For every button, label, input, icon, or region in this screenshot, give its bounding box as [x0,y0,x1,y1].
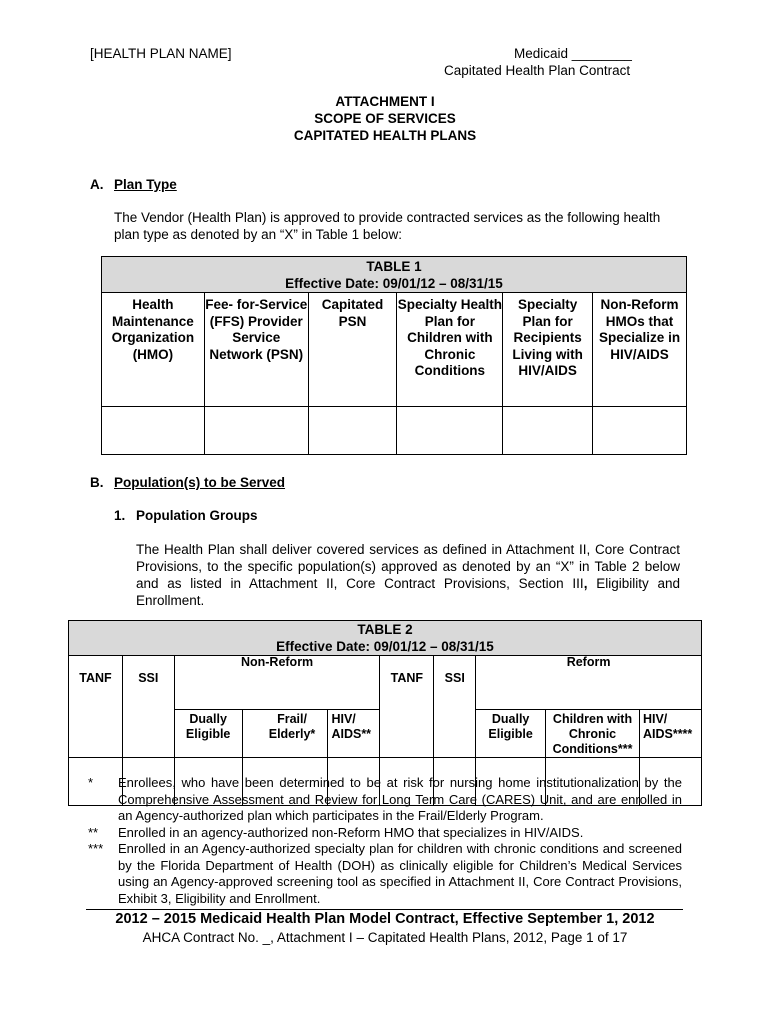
section-a-heading: Plan Type [114,177,177,192]
group-reform: Reform [476,656,702,710]
cell-capitated-psn[interactable] [308,407,397,455]
col-r-ssi: SSI [434,656,476,758]
col-r-dually-eligible: Dually Eligible [476,710,546,758]
scope-title: SCOPE OF SERVICES [314,111,456,126]
cell-specialty-children[interactable] [397,407,503,455]
contract-type: Capitated Health Plan Contract [444,63,631,78]
table-1-title: TABLE 1 [366,259,422,274]
table-2-title: TABLE 2 [357,622,413,637]
footnotes [88,775,682,907]
col-r-tanf: TANF [380,656,434,758]
col-capitated-psn: Capitated PSN [308,293,397,407]
section-a-text: The Vendor (Health Plan) is approved to provide contracted services as the following health plan type as denoted by an “X” in Table 1 below: [114,210,661,242]
footer-contract-title: 2012 – 2015 Medicaid Health Plan Model Contract, Effective September 1, 2012 [115,911,655,927]
cell-ffs-psn[interactable] [204,407,308,455]
footnote-3-mark: *** [88,841,104,856]
col-r-hiv-aids: HIV/ AIDS**** [639,710,701,758]
footnote-3 [88,841,682,907]
col-nr-tanf: TANF [69,656,123,758]
footnote-1-text: Enrollees, who have been determined to be at risk for nursing home institutionalization by the Comprehensive Assessment and Review for Long Term Care (CARES) Unit, and are enrolled in an Agency-authorized plan which participates in the Frail/Elderly Program. [118,775,682,823]
footnote-1 [88,775,682,825]
footnote-1-mark: * [88,775,94,790]
col-specialty-hiv: Specialty Plan for Recipients Living with HIV/AIDS [503,293,593,407]
table-2-effective-date: Effective Date: 09/01/12 – 08/31/15 [276,638,494,654]
table-2-caption [69,621,702,656]
col-nonreform-hiv: Non-Reform HMOs that Specialize in HIV/AIDS [593,293,687,407]
footer-divider [86,909,683,910]
col-nr-frail-elderly: Frail/ Elderly* [242,710,328,758]
cell-hmo[interactable] [102,407,205,455]
col-hmo: Health Maintenance Organization (HMO) [102,293,205,407]
footnote-2-text: Enrolled in an agency-authorized non-Reform HMO that specializes in HIV/AIDS. [118,824,584,840]
attachment-title: ATTACHMENT I [335,94,435,109]
footer-page-info: AHCA Contract No. _, Attachment I – Capitated Health Plans, 2012, Page 1 of 17 [142,930,628,945]
table-1 [101,256,687,455]
footnote-3-text: Enrolled in an Agency-authorized specialty plan for children with chronic conditions and screened by the Florida Department of Health (DOH) as clinically eligible for Children’s Medical Services using an Agency-approved screening tool as specified in Attachment II, Core Contract Provisions, Exhibit 3, Eligibility and Enrollment. [118,841,682,906]
col-nr-ssi: SSI [122,656,174,758]
group-non-reform: Non-Reform [174,656,380,710]
table-1-effective-date: Effective Date: 09/01/12 – 08/31/15 [285,275,503,291]
medicaid-number: Medicaid ________ [514,46,632,61]
section-a-letter: A. [90,177,104,192]
footnote-2-mark: ** [88,824,99,840]
cell-nonreform-hiv[interactable] [593,407,687,455]
health-plan-name: [HEALTH PLAN NAME] [90,46,232,61]
col-nr-dually-eligible: Dually Eligible [174,710,242,758]
col-r-children-chronic: Children with Chronic Conditions*** [546,710,640,758]
plans-title: CAPITATED HEALTH PLANS [293,128,477,143]
section-b-letter: B. [90,475,104,490]
subsection-number: 1. [114,508,126,523]
cell-specialty-hiv[interactable] [503,407,593,455]
footnote-2 [88,825,682,842]
table-1-caption [102,257,687,293]
subsection-heading: Population Groups [136,508,258,523]
section-b-heading: Population(s) to be Served [114,475,286,490]
col-specialty-children: Specialty Health Plan for Children with Chronic Conditions [397,293,503,407]
section-b-text: The Health Plan shall deliver covered services as defined in Attachment II, Core Contract Provisions, to the specific population(s) approved as denoted by an “X” in Table 2 below and as listed in Attachment II, Core Contract Provisions, Section III, Eligibility and Enrollment. [136,542,680,608]
col-ffs-psn: Fee- for-Service (FFS) Provider Service Network (PSN) [204,293,308,407]
col-nr-hiv-aids: HIV/ AIDS** [328,710,380,758]
